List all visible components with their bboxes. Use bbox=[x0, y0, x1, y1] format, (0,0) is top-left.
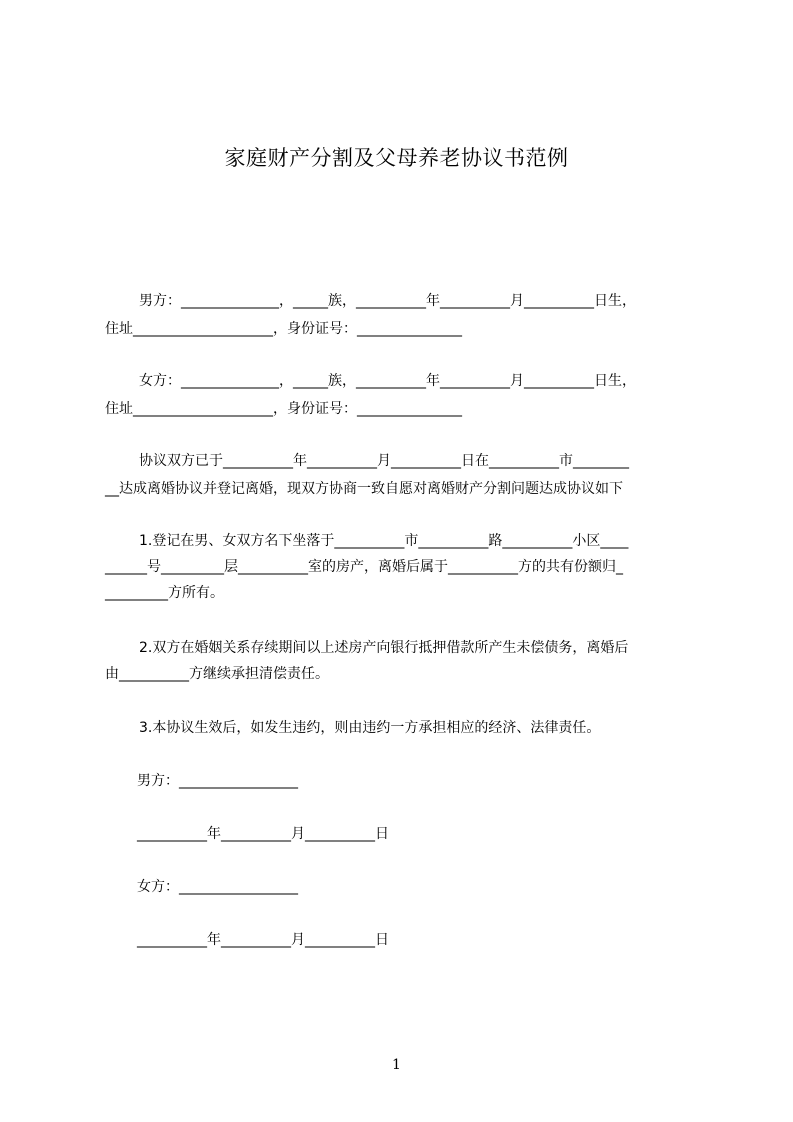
intro-line-2: __达成离婚协议并登记离婚，现双方协商一致自愿对离婚财产分割问题达成协议如下 bbox=[105, 481, 623, 497]
woman-info-line-1: 女方：______________，_____族，__________年__________月__________日生， bbox=[139, 373, 636, 389]
man-info-line-1: 男方：______________，_____族，__________年__________月__________日生， bbox=[139, 293, 636, 309]
woman-info-line-2: 住址____________________，身份证号：_______________ bbox=[105, 401, 462, 417]
woman-signature-line: 女方：_________________ bbox=[137, 879, 298, 895]
clause-1-line-1: 1.登记在男、女双方名下坐落于__________市__________路__________小区____ bbox=[139, 533, 629, 549]
man-signature-line: 男方：_________________ bbox=[137, 773, 298, 789]
clause-2-line-2: 由__________方继续承担清偿责任。 bbox=[105, 666, 329, 682]
man-info-line-2: 住址____________________，身份证号：_______________ bbox=[105, 321, 462, 337]
woman-date-line: __________年__________月__________日 bbox=[137, 932, 389, 948]
clause-1-line-3: _________方所有。 bbox=[105, 585, 224, 601]
clause-2-line-1: 2.双方在婚姻关系存续期间以上述房产向银行抵押借款所产生未偿债务，离婚后 bbox=[139, 640, 629, 656]
clause-3-line-1: 3.本协议生效后，如发生违约，则由违约一方承担相应的经济、法律责任。 bbox=[139, 720, 601, 736]
man-date-line: __________年__________月__________日 bbox=[137, 826, 389, 842]
intro-line-1: 协议双方已于__________年__________月__________日在__________市________ bbox=[139, 453, 629, 469]
document-title: 家庭财产分割及父母养老协议书范例 bbox=[224, 146, 569, 170]
page-number: 1 bbox=[392, 1057, 401, 1073]
clause-1-line-2: ______号_________层__________室的房产，离婚后属于__________方的共有份额归_ bbox=[105, 559, 623, 575]
